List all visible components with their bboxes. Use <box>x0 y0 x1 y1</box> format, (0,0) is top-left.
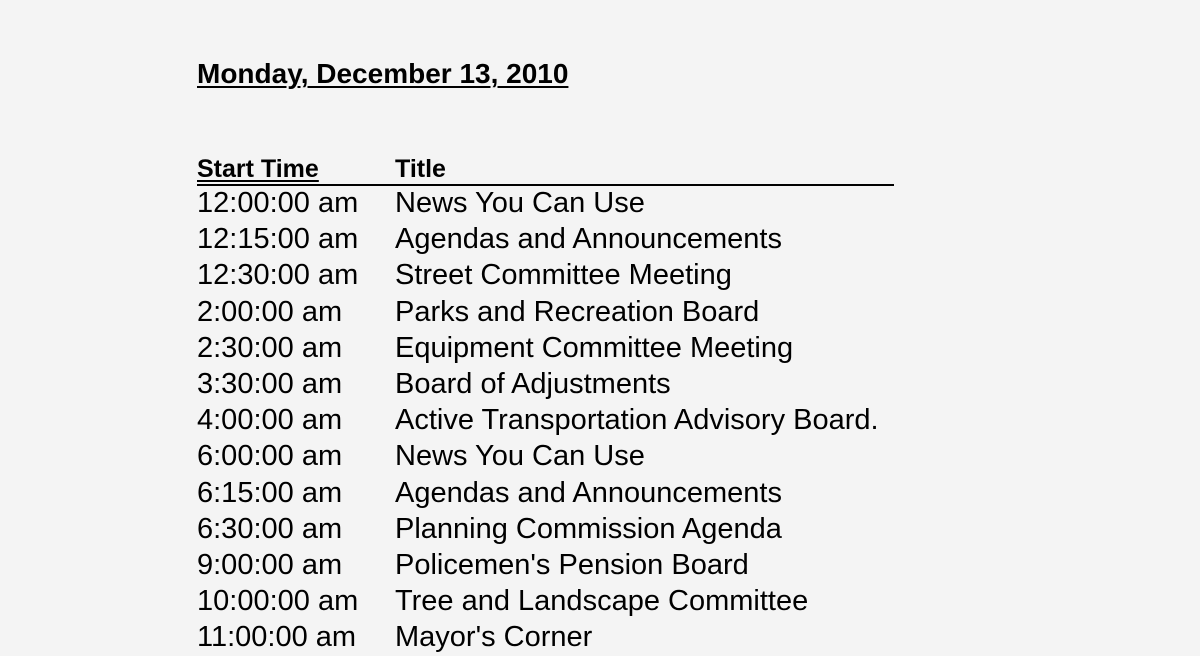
column-header-start-time: Start Time <box>197 155 319 183</box>
table-row <box>197 512 894 548</box>
row-title: Tree and Landscape Committee <box>395 585 809 618</box>
row-start-time: 10:00:00 am <box>197 585 359 618</box>
table-row <box>197 548 894 584</box>
table-row <box>197 439 894 475</box>
table-header <box>197 153 894 186</box>
row-title: Parks and Recreation Board <box>395 295 760 328</box>
row-title: Policemen's Pension Board <box>395 548 749 581</box>
row-title: News You Can Use <box>395 440 645 473</box>
row-start-time: 6:00:00 am <box>197 440 343 473</box>
table-row <box>197 258 894 294</box>
row-start-time: 11:00:00 am <box>197 621 357 654</box>
table-row <box>197 367 894 403</box>
table-row <box>197 295 894 331</box>
row-start-time: 12:30:00 am <box>197 259 359 292</box>
row-title: Agendas and Announcements <box>395 223 782 256</box>
row-title: Active Transportation Advisory Board. <box>395 404 879 437</box>
row-title: Mayor's Corner <box>395 621 593 654</box>
table-row <box>197 476 894 512</box>
row-start-time: 6:15:00 am <box>197 476 343 509</box>
column-header-title: Title <box>395 155 446 183</box>
table-row <box>197 186 894 222</box>
row-start-time: 6:30:00 am <box>197 512 343 545</box>
date-heading: Monday, December 13, 2010 <box>197 58 569 89</box>
row-start-time: 2:00:00 am <box>197 295 343 328</box>
table-row <box>197 403 894 439</box>
table-row <box>197 331 894 367</box>
table-row <box>197 222 894 258</box>
schedule-table <box>197 153 894 656</box>
row-start-time: 3:30:00 am <box>197 367 343 400</box>
row-title: Agendas and Announcements <box>395 476 782 509</box>
row-start-time: 12:15:00 am <box>197 223 359 256</box>
row-title: Equipment Committee Meeting <box>395 331 794 364</box>
row-start-time: 12:00:00 am <box>197 187 359 219</box>
table-row <box>197 584 894 620</box>
row-title: Board of Adjustments <box>395 367 671 400</box>
row-title: Planning Commission Agenda <box>395 512 782 545</box>
row-start-time: 2:30:00 am <box>197 331 343 364</box>
table-row <box>197 620 894 656</box>
row-title: Street Committee Meeting <box>395 259 732 292</box>
row-start-time: 9:00:00 am <box>197 548 343 581</box>
row-start-time: 4:00:00 am <box>197 404 343 437</box>
row-title: News You Can Use <box>395 187 645 219</box>
